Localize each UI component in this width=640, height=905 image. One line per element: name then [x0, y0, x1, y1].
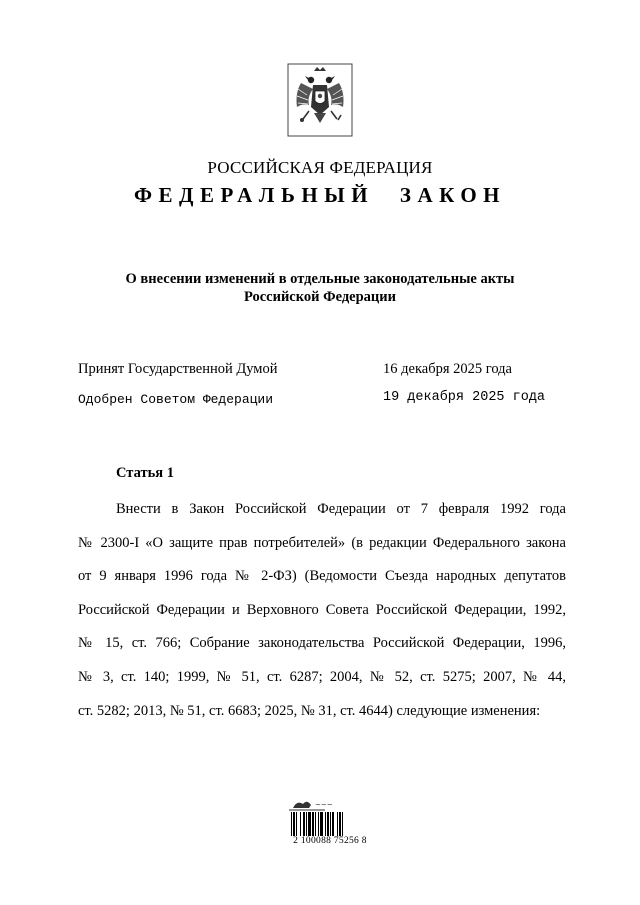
document-type: ФЕДЕРАЛЬНЫЙ ЗАКОН: [134, 183, 506, 207]
eagle-stamp-icon: [285, 796, 359, 812]
barcode-bar: [318, 812, 319, 836]
article-text-line: ст. 5282; 2013, № 51, ст. 6683; 2025, № 31, ст. 4644) следующие изменения:: [78, 702, 541, 719]
barcode-bar: [303, 812, 305, 836]
barcode-bar: [327, 812, 329, 836]
barcode-bar: [291, 812, 292, 836]
barcode-bar: [339, 812, 341, 836]
article-text-line: Российской Федерации и Верховного Совета Российской Федерации, 1992,: [78, 601, 566, 618]
article-text-line: от 9 января 1996 года № 2-ФЗ) (Ведомости Съезда народных депутатов: [78, 568, 566, 585]
barcode-bar: [300, 812, 301, 836]
law-title-line: О внесении изменений в отдельные законодательные акты: [125, 271, 515, 287]
barcode-bar: [308, 812, 311, 836]
adopted-by-duma-label: Принят Государственной Думой: [78, 361, 278, 377]
barcode-bar: [342, 812, 343, 836]
barcode-bar: [312, 812, 314, 836]
barcode-bar: [330, 812, 331, 836]
adopted-date: 16 декабря 2025 года: [383, 361, 512, 377]
barcode-bar: [325, 812, 326, 836]
article-heading: Статья 1: [116, 465, 174, 481]
barcode-bar: [306, 812, 307, 836]
barcode-bar: [315, 812, 316, 836]
country-name: РОССИЙСКАЯ ФЕДЕРАЦИЯ: [207, 158, 433, 177]
approved-by-council-label: Одобрен Советом Федерации: [78, 392, 274, 407]
svg-text:~~~: ~~~: [315, 801, 333, 809]
law-title: [80, 270, 560, 306]
article-text-line: № 3, ст. 140; 1999, № 51, ст. 6287; 2004, № 52, ст. 5275; 2007, № 44,: [78, 668, 566, 685]
law-title-line: Российской Федерации: [243, 289, 396, 305]
barcode-bar: [337, 812, 338, 836]
barcode-bar: [332, 812, 334, 836]
coat-of-arms-icon: [287, 63, 353, 137]
article-body: [78, 498, 566, 733]
barcode-bar: [320, 812, 323, 836]
barcode-icon: [291, 812, 359, 836]
article-text-line: № 2300-I «О защите прав потребителей» (в редакции Федерального закона: [78, 534, 566, 551]
article-text-line: Внести в Закон Российской Федерации от 7 февраля 1992 года: [116, 501, 566, 517]
barcode-bar: [296, 812, 297, 836]
barcode-number: 2 100088 75256 8: [293, 836, 367, 846]
barcode-bar: [293, 812, 295, 836]
article-text-line: № 15, ст. 766; Собрание законодательства Российской Федерации, 1996,: [78, 635, 566, 652]
approved-date: 19 декабря 2025 года: [383, 390, 546, 405]
